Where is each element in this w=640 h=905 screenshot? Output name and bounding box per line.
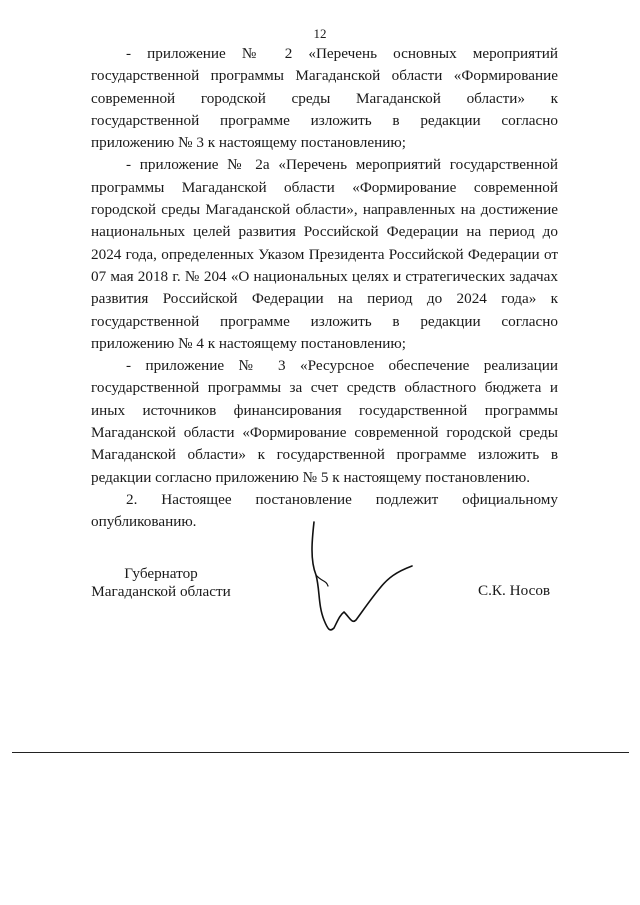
paragraph-publication: 2. Настоящее постановление подлежит официальному опубликованию. [91,490,558,531]
signer-position-line2: Магаданской области [91,583,231,600]
handwritten-signature [300,520,420,640]
page-number: 12 [313,26,327,41]
paragraph-appendix-3: - приложение № 3 «Ресурсное обеспечение реализации государственной программы за счет средств областного бюджета и иных источников финансирования государственной программы Магаданской области «Формирование современной городской среды Магаданской области» к государственной программе изложить в редакции согласно приложению № 5 к настоящему постановлению. [91,357,558,486]
footer-divider [12,752,629,753]
signer-position-line1: Губернатор [124,565,198,582]
paragraph-appendix-2a: - приложение № 2а «Перечень мероприятий государственной программы Магаданской области «Формирование современной городской среды Магаданской области», направленных на достижение национальных целей развития Российской Федерации на период до 2024 года, определенных Указом Президента Российской Федерации от 07 мая 2018 г. № 204 «О национальных целях и стратегических задачах развития Российской Федерации на период до 2024 года» к государственной программе изложить в редакции согласно приложению № 4 к настоящему постановлению; [91,156,558,352]
paragraph-appendix-2: - приложение № 2 «Перечень основных мероприятий государственной программы Магаданской области «Формирование современной городской среды Магаданской области» к государственной программе изложить в редакции согласно приложению № 3 к настоящему постановлению; [91,45,558,152]
signer-name: С.К. Носов [478,582,551,599]
signer-position [91,565,231,601]
document-body [91,43,558,534]
signature-block [0,565,640,665]
